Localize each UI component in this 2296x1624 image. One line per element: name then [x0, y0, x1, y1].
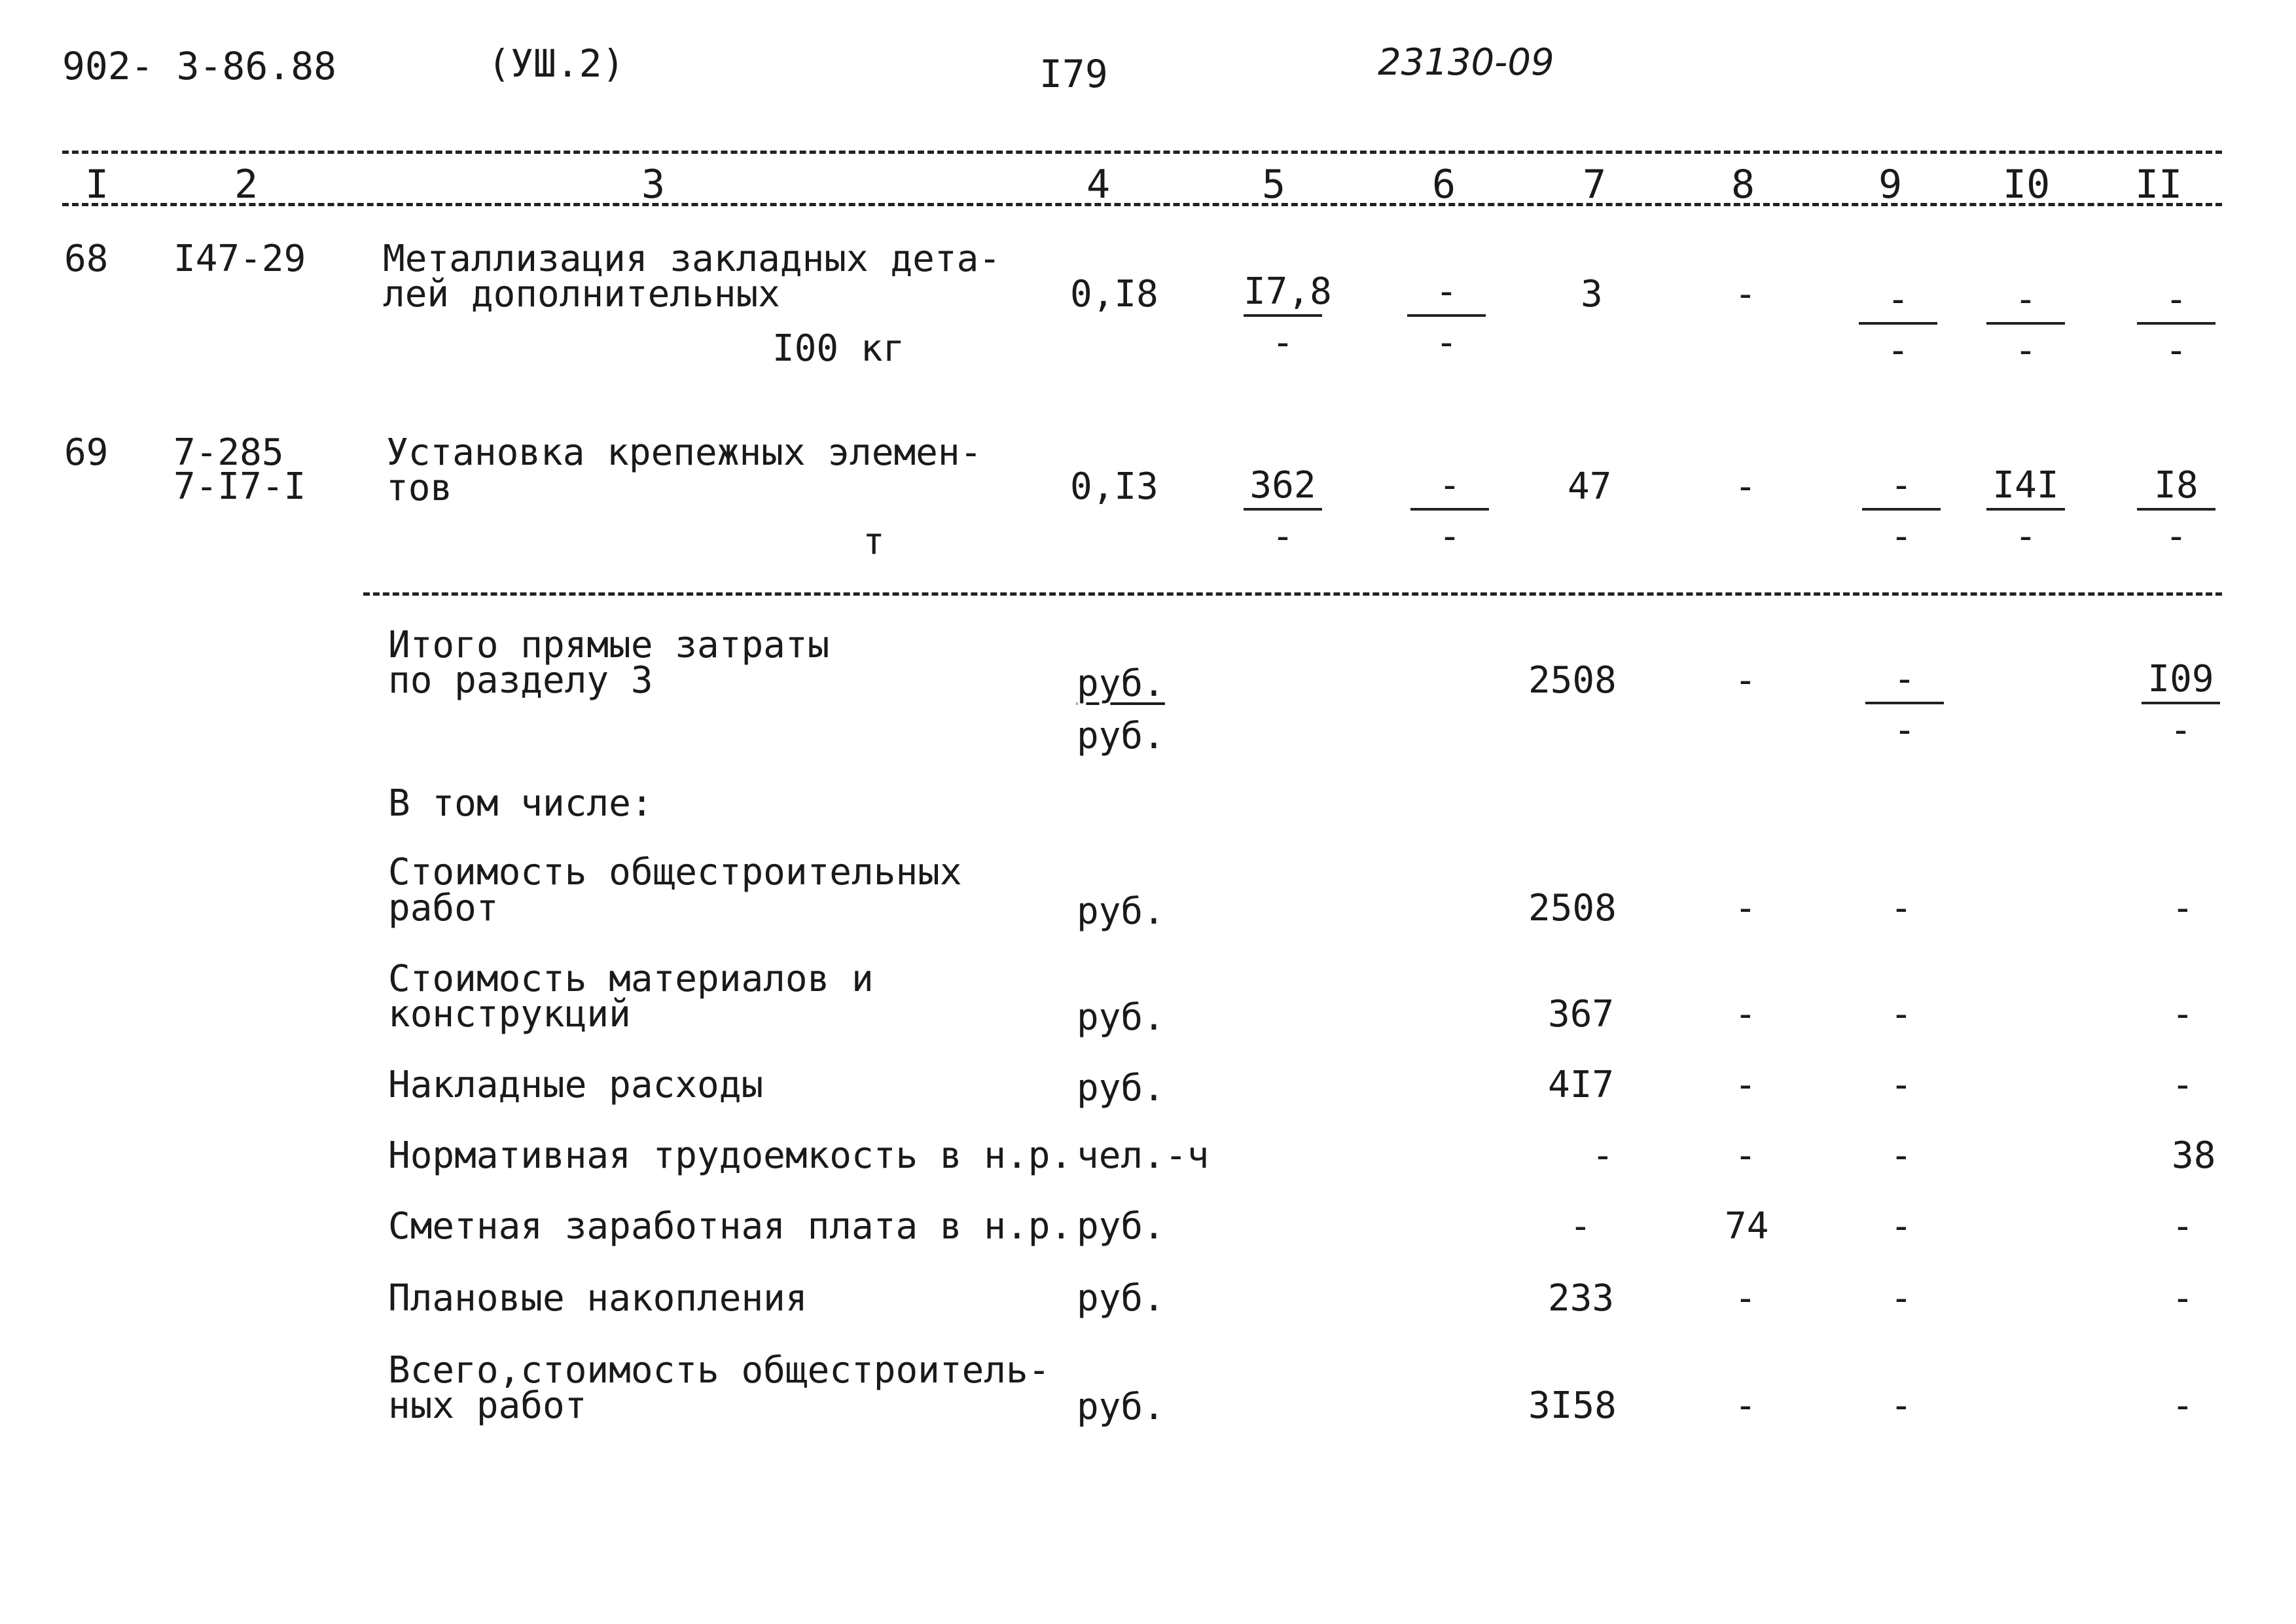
col-8-value: -: [1734, 273, 1757, 316]
col-9-value: -: [1890, 887, 1912, 929]
summary-description-line: Всего,стоимость общестроитель-: [388, 1349, 1050, 1392]
col-8-value: -: [1734, 1277, 1757, 1320]
summary-unit: руб.: [1077, 996, 1165, 1039]
col-8-value: -: [1734, 465, 1757, 508]
summary-description-line: ных работ: [388, 1384, 587, 1427]
col-header-10: I0: [2003, 162, 2051, 208]
fraction-col-9: [1859, 278, 1937, 373]
fraction-col-6: [1410, 464, 1489, 559]
fraction-denominator: -: [1893, 709, 1916, 751]
col-8-value: 74: [1725, 1205, 1769, 1248]
col-9-value: -: [1890, 1205, 1912, 1248]
fraction-col-11: [2142, 658, 2220, 753]
col-7-value: 4I7: [1548, 1064, 1615, 1106]
col-9-value: -: [1890, 993, 1912, 1036]
fraction-denominator: -: [1272, 321, 1294, 364]
header-top-rule: [62, 151, 2222, 154]
fraction-col-5: [1244, 464, 1322, 559]
fraction-numerator: -: [1986, 281, 2065, 325]
total-description-line: по разделу 3: [388, 659, 653, 702]
col-11-value: -: [2172, 887, 2194, 929]
col-11-value: -: [2172, 1064, 2194, 1106]
col-header-2: 2: [234, 162, 259, 208]
col-header-5: 5: [1262, 162, 1286, 208]
col-header-7: 7: [1583, 162, 1607, 208]
col-header-6: 6: [1432, 162, 1456, 208]
work-description-line: Металлизация закладных дета-: [383, 238, 1001, 280]
col-9-value: -: [1890, 1134, 1912, 1177]
document-code: 902- 3-86.88: [62, 44, 337, 88]
fraction-denominator: -: [1890, 515, 1912, 558]
fraction-col-11: [2137, 464, 2215, 559]
col-11-value: -: [2172, 1384, 2194, 1427]
fraction-numerator: I7,8: [1244, 274, 1322, 317]
col-8-value: -: [1734, 1384, 1757, 1427]
col-8-value: -: [1734, 659, 1757, 702]
fraction-denominator: -: [2165, 329, 2187, 372]
quantity: 0,I3: [1070, 465, 1158, 508]
quantity: 0,I8: [1070, 273, 1158, 316]
row-number: 68: [64, 238, 109, 280]
col-8-value: -: [1734, 993, 1757, 1036]
fraction-denominator: -: [1439, 515, 1461, 558]
work-description-line: лей дополнительных: [383, 273, 780, 316]
col-7-value: 233: [1548, 1277, 1615, 1320]
work-description-line: тов: [386, 467, 453, 509]
summary-description-line: Нормативная трудоемкость в н.р.: [388, 1134, 1073, 1177]
page-number: I79: [1039, 52, 1108, 96]
fraction-col-9: [1865, 658, 1944, 753]
col-8-value: -: [1734, 1064, 1757, 1106]
col-11-value: -: [2172, 1277, 2194, 1320]
total-unit: руб.: [1077, 715, 1165, 757]
summary-description-line: Стоимость материалов и: [388, 958, 874, 1000]
including-label: В том числе:: [388, 782, 653, 825]
fraction-denominator: -: [2170, 709, 2192, 751]
unit-of-measure: т: [863, 520, 885, 563]
col-7-value: 2508: [1528, 659, 1617, 702]
fraction-col-10: [1986, 464, 2065, 559]
col-header-11: II: [2135, 162, 2183, 208]
summary-description-line: конструкций: [388, 993, 631, 1036]
summary-unit: руб.: [1077, 1067, 1165, 1110]
col-header-3: 3: [641, 162, 666, 208]
fraction-numerator: -: [1859, 281, 1937, 325]
col-9-value: -: [1890, 1384, 1912, 1427]
fraction-numerator: -: [1407, 274, 1486, 317]
inventory-stamp: 23130-09: [1378, 41, 1554, 84]
fraction-numerator: -: [1862, 467, 1941, 511]
fraction-col-5: [1244, 270, 1332, 365]
unit-of-measure: I00 кг: [772, 327, 905, 370]
header-bottom-rule: [62, 203, 2222, 206]
col-7-value: 47: [1568, 465, 1612, 508]
total-unit: руб.: [1077, 662, 1165, 705]
col-11-value: -: [2172, 1205, 2194, 1248]
fraction-numerator: -: [2137, 281, 2215, 325]
col-7-value: 367: [1548, 993, 1615, 1036]
col-7-value: 3: [1581, 273, 1603, 316]
work-description-line: Установка крепежных элемен-: [386, 431, 982, 474]
total-description-line: Итого прямые затраты: [388, 624, 830, 666]
fraction-denominator: -: [2015, 329, 2037, 372]
col-8-value: -: [1734, 887, 1757, 929]
fraction-numerator: -: [1865, 661, 1944, 704]
summary-unit: руб.: [1077, 1386, 1165, 1428]
summary-description-line: Сметная заработная плата в н.р.: [388, 1205, 1073, 1248]
fraction-numerator: -: [1410, 467, 1489, 511]
norm-code: 7-285: [173, 431, 284, 474]
summary-description-line: Накладные расходы: [388, 1064, 764, 1106]
fraction-col-6: [1407, 270, 1486, 365]
fraction-col-9: [1862, 464, 1941, 559]
fraction-col-11: [2137, 278, 2215, 373]
norm-code: 7-I7-I: [173, 465, 306, 508]
fraction-denominator: -: [2015, 515, 2037, 558]
fraction-numerator: I8: [2137, 467, 2215, 511]
summary-description-line: Стоимость общестроительных: [388, 851, 962, 893]
col-8-value: -: [1734, 1134, 1757, 1177]
volume-label: (УШ.2): [488, 41, 625, 86]
col-9-value: -: [1890, 1277, 1912, 1320]
col-7-value: 2508: [1528, 887, 1617, 929]
summary-unit: руб.: [1077, 1277, 1165, 1320]
col-7-value: 3I58: [1528, 1384, 1617, 1427]
fraction-denominator: -: [2165, 515, 2187, 558]
col-9-value: -: [1890, 1064, 1912, 1106]
summary-description-line: работ: [388, 887, 499, 929]
col-header-8: 8: [1731, 162, 1755, 208]
fraction-numerator: I09: [2142, 661, 2220, 704]
fraction-numerator: 362: [1244, 467, 1322, 511]
summary-description-line: Плановые накопления: [388, 1277, 808, 1320]
fraction-col-10: [1986, 278, 2065, 373]
fraction-numerator: I4I: [1986, 467, 2065, 511]
fraction-denominator: -: [1887, 329, 1909, 372]
summary-unit: руб.: [1077, 890, 1165, 933]
col-header-9: 9: [1878, 162, 1903, 208]
fraction-denominator: -: [1272, 515, 1294, 558]
col-11-value: -: [2172, 993, 2194, 1036]
section-rule: [363, 592, 2222, 596]
summary-unit: чел.-ч: [1077, 1134, 1210, 1177]
summary-unit: руб.: [1077, 1205, 1165, 1248]
row-number: 69: [64, 431, 109, 474]
col-11-value: 38: [2172, 1134, 2216, 1177]
col-7-value: -: [1592, 1134, 1614, 1177]
col-header-1: I: [85, 162, 109, 208]
norm-code: I47-29: [173, 238, 306, 280]
col-7-value: -: [1570, 1205, 1592, 1248]
fraction-denominator: -: [1435, 321, 1458, 364]
col-header-4: 4: [1086, 162, 1111, 208]
